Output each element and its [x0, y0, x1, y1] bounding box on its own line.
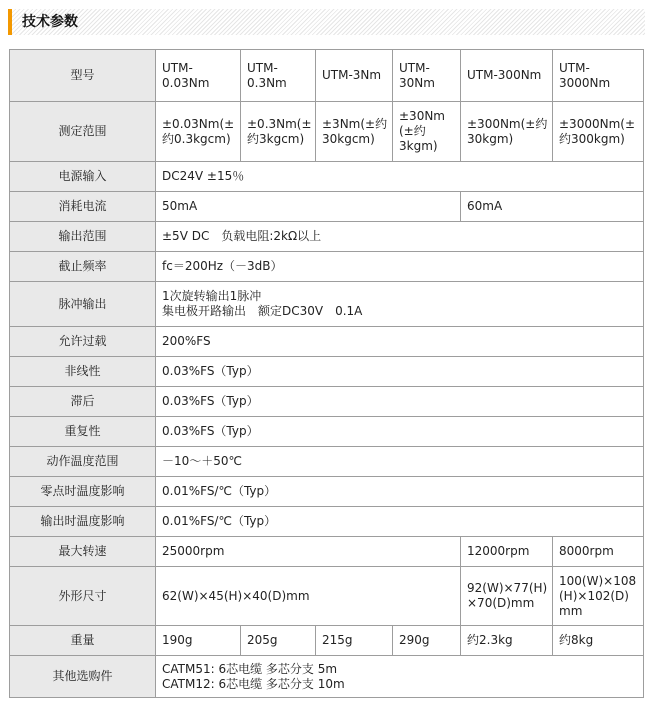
weight-value: 约2.3kg — [461, 626, 553, 656]
power-value: DC24V ±15％ — [156, 162, 644, 192]
table-row — [10, 477, 644, 507]
table-row — [10, 507, 644, 537]
table-row — [10, 282, 644, 327]
range-cell: ±3Nm(±约 30kgcm) — [316, 102, 393, 162]
options-value: CATM51: 6芯电缆 多芯分支 5m CATM12: 6芯电缆 多芯分支 10m — [156, 656, 644, 698]
max-speed-value: 12000rpm — [461, 537, 553, 567]
range-cell: ±30Nm (±约 3kgm) — [393, 102, 461, 162]
row-label: 脉冲输出 — [10, 282, 156, 327]
temp-range-value: －10～＋50℃ — [156, 447, 644, 477]
repeatability-value: 0.03%FS（Typ） — [156, 417, 644, 447]
dimensions-value: 100(W)×108 (H)×102(D) mm — [553, 567, 644, 626]
row-label: 零点时温度影响 — [10, 477, 156, 507]
table-row — [10, 417, 644, 447]
range-cell: ±300Nm(±约 30kgm) — [461, 102, 553, 162]
table-row — [10, 567, 644, 626]
hysteresis-value: 0.03%FS（Typ） — [156, 387, 644, 417]
table-row — [10, 387, 644, 417]
model-cell: UTM-3Nm — [316, 50, 393, 102]
table-row — [10, 537, 644, 567]
range-cell: ±0.3Nm(± 约3kgcm) — [241, 102, 316, 162]
model-cell: UTM-300Nm — [461, 50, 553, 102]
nonlinearity-value: 0.03%FS（Typ） — [156, 357, 644, 387]
table-row — [10, 447, 644, 477]
section-header — [8, 9, 645, 35]
row-label: 重复性 — [10, 417, 156, 447]
table-row — [10, 252, 644, 282]
current-value: 60mA — [461, 192, 644, 222]
row-label: 非线性 — [10, 357, 156, 387]
weight-value: 205g — [241, 626, 316, 656]
table-row — [10, 656, 644, 698]
table-row — [10, 626, 644, 656]
weight-value: 215g — [316, 626, 393, 656]
row-label: 消耗电流 — [10, 192, 156, 222]
weight-value: 190g — [156, 626, 241, 656]
max-speed-value: 8000rpm — [553, 537, 644, 567]
row-label: 允许过载 — [10, 327, 156, 357]
max-speed-value: 25000rpm — [156, 537, 461, 567]
model-cell: UTM- 30Nm — [393, 50, 461, 102]
weight-value: 290g — [393, 626, 461, 656]
row-label: 截止频率 — [10, 252, 156, 282]
section-title: 技术参数 — [22, 14, 78, 30]
dimensions-value: 62(W)×45(H)×40(D)mm — [156, 567, 461, 626]
row-label: 输出范围 — [10, 222, 156, 252]
header-accent-bar — [8, 9, 12, 35]
dimensions-value: 92(W)×77(H) ×70(D)mm — [461, 567, 553, 626]
row-label: 动作温度范围 — [10, 447, 156, 477]
pulse-value: 1次旋转输出1脉冲 集电极开路输出 额定DC30V 0.1A — [156, 282, 644, 327]
range-cell: ±3000Nm(± 约300kgm) — [553, 102, 644, 162]
table-row — [10, 102, 644, 162]
zero-temp-value: 0.01%FS/℃（Typ） — [156, 477, 644, 507]
row-label: 滞后 — [10, 387, 156, 417]
model-cell: UTM- 0.3Nm — [241, 50, 316, 102]
model-cell: UTM- 3000Nm — [553, 50, 644, 102]
overload-value: 200%FS — [156, 327, 644, 357]
weight-value: 约8kg — [553, 626, 644, 656]
table-row — [10, 357, 644, 387]
row-label: 最大转速 — [10, 537, 156, 567]
row-label: 外形尺寸 — [10, 567, 156, 626]
row-label: 测定范围 — [10, 102, 156, 162]
current-value: 50mA — [156, 192, 461, 222]
row-label: 输出时温度影响 — [10, 507, 156, 537]
table-row — [10, 222, 644, 252]
row-label: 其他选购件 — [10, 656, 156, 698]
range-cell: ±0.03Nm(± 约0.3kgcm) — [156, 102, 241, 162]
model-cell: UTM- 0.03Nm — [156, 50, 241, 102]
table-row — [10, 192, 644, 222]
output-range-value: ±5V DC 负载电阻:2kΩ以上 — [156, 222, 644, 252]
output-temp-value: 0.01%FS/℃（Typ） — [156, 507, 644, 537]
spec-table — [9, 49, 644, 698]
table-row — [10, 50, 644, 102]
row-label: 电源输入 — [10, 162, 156, 192]
table-row — [10, 327, 644, 357]
cutoff-value: fc＝200Hz（－3dB） — [156, 252, 644, 282]
table-row — [10, 162, 644, 192]
row-label: 型号 — [10, 50, 156, 102]
row-label: 重量 — [10, 626, 156, 656]
